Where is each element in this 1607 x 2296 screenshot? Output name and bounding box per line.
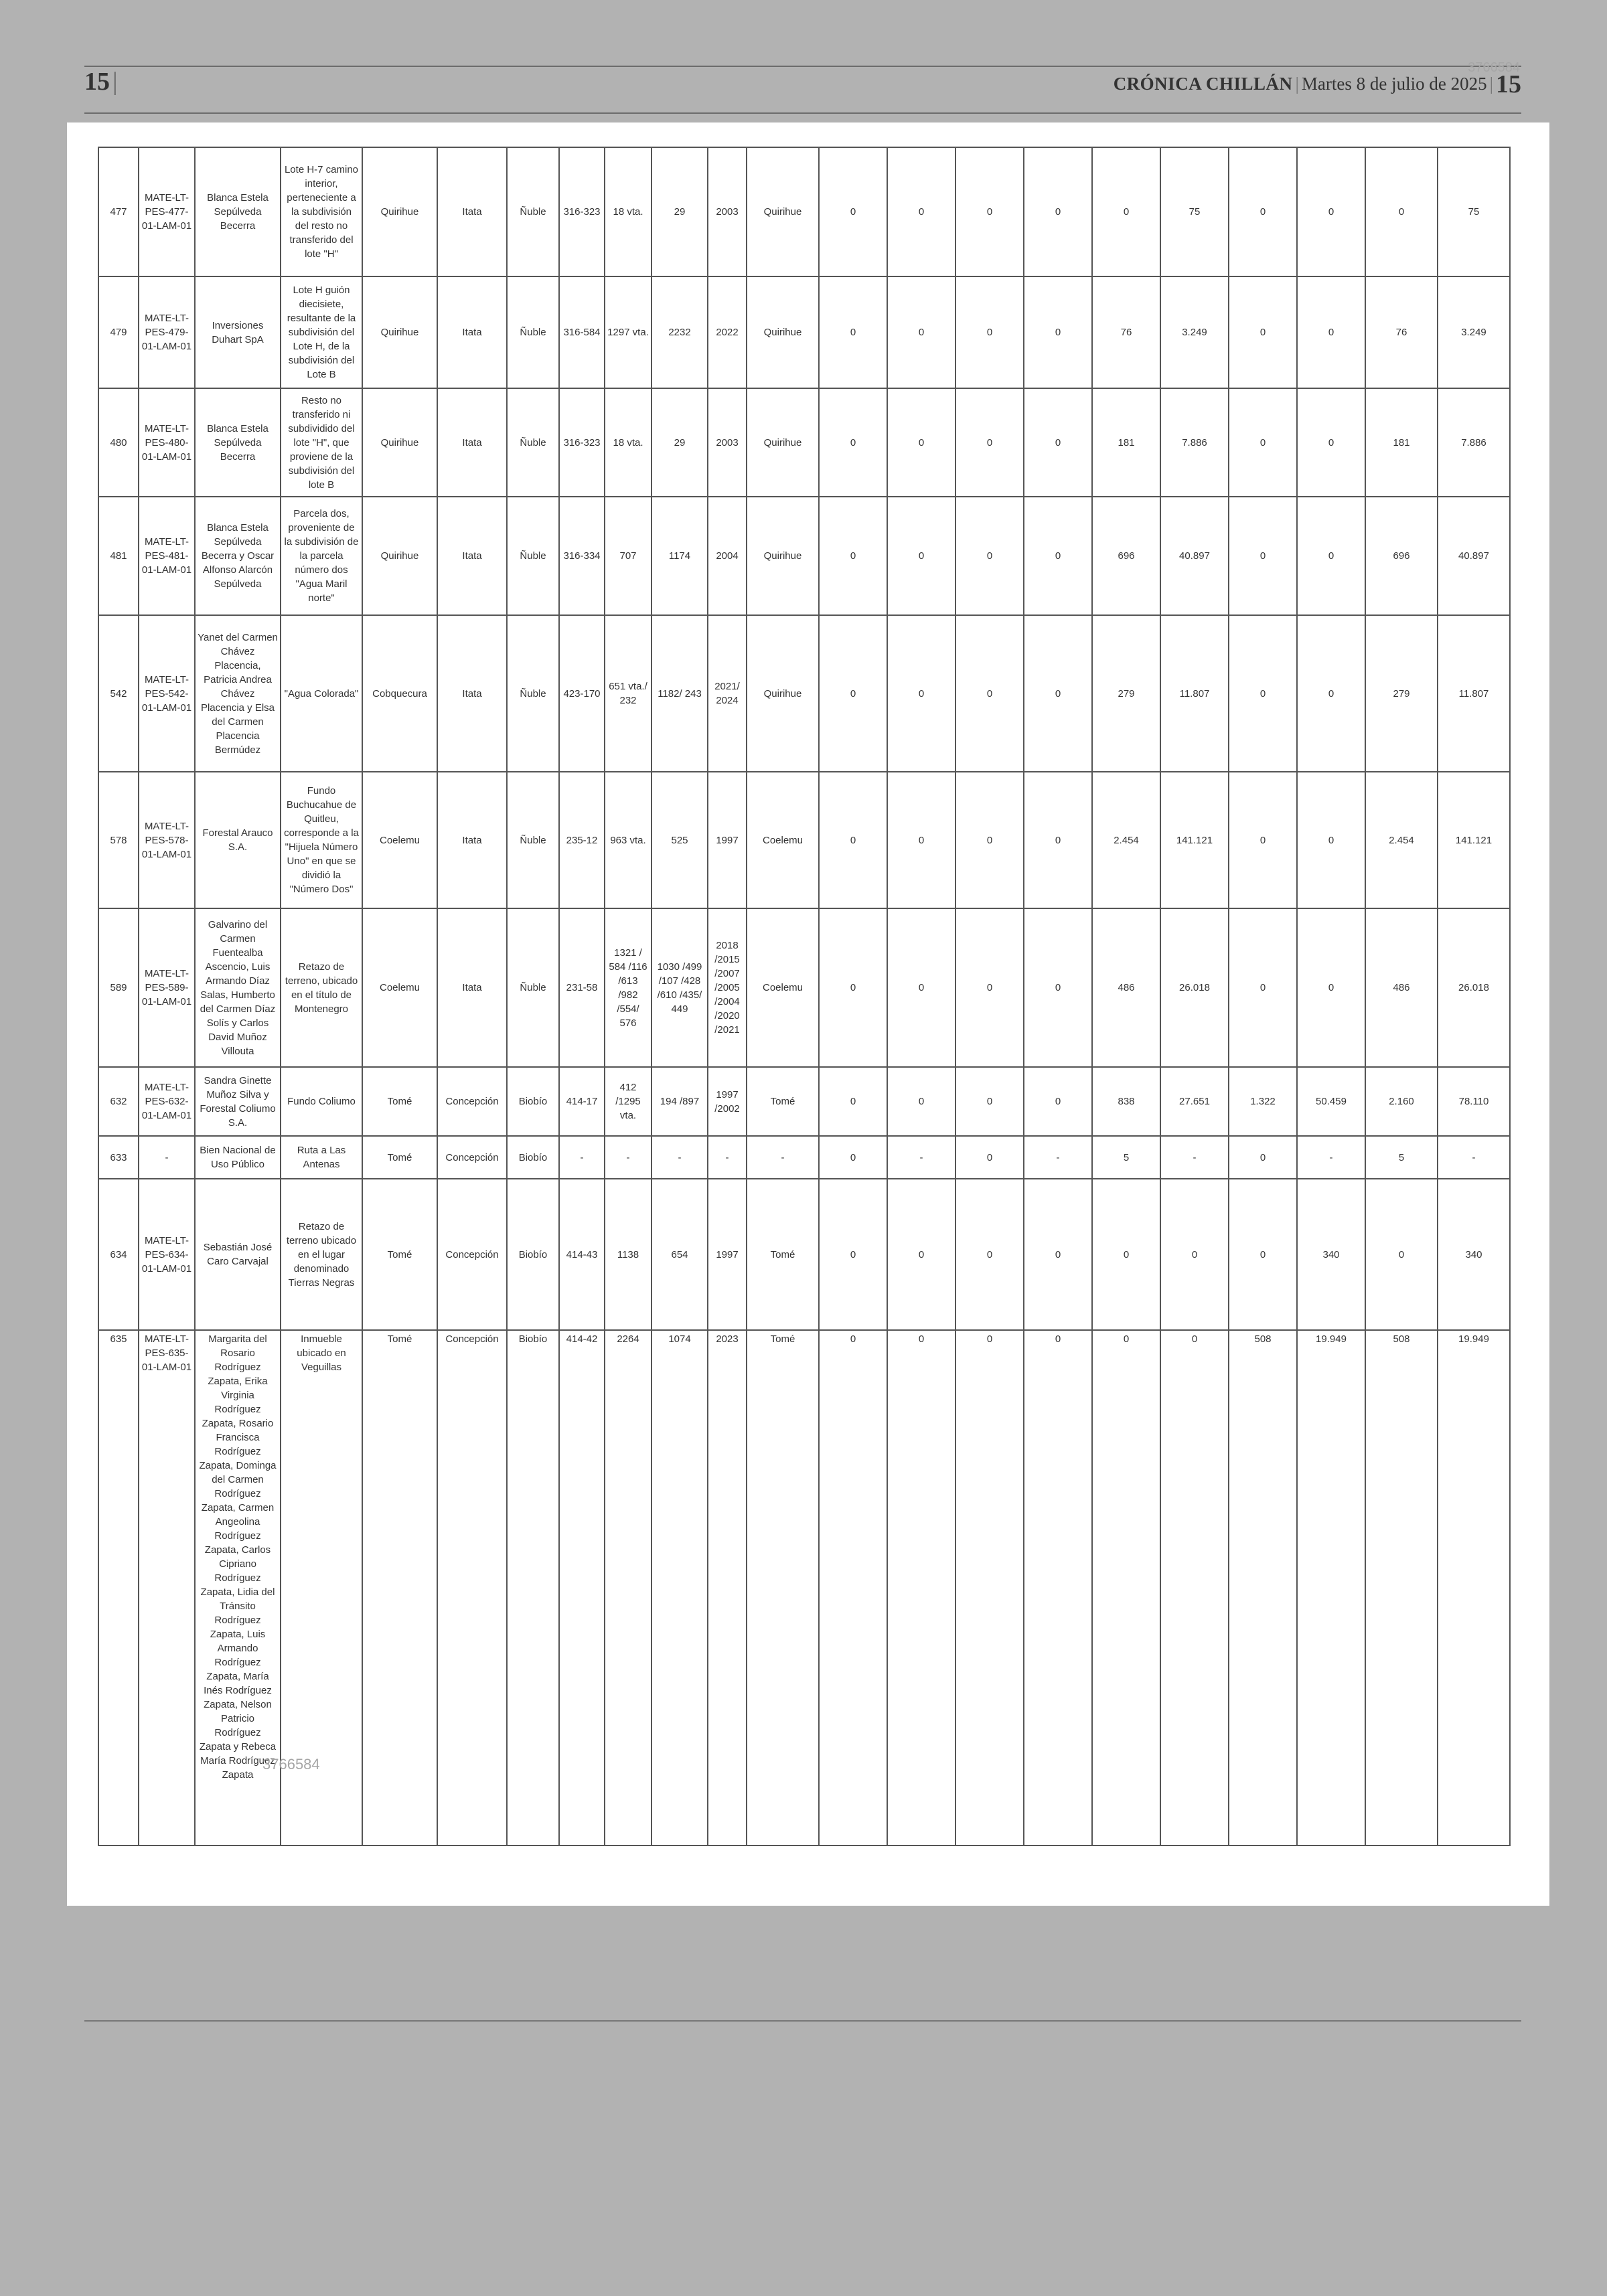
cell-region: Ñuble	[507, 276, 559, 388]
issue-date: Martes 8 de julio de 2025	[1301, 74, 1487, 94]
cell-commune: Quirihue	[362, 388, 437, 497]
cell-region: Ñuble	[507, 908, 559, 1067]
table-row	[98, 1136, 1510, 1179]
cell-c3: 0	[955, 1067, 1024, 1136]
cell-c7: 508	[1229, 1330, 1297, 1846]
cell-c2: 0	[887, 147, 955, 276]
cell-c8: 0	[1297, 147, 1365, 276]
cell-code: MATE-LT-PES-634-01-LAM-01	[139, 1179, 195, 1330]
cell-c1: 0	[819, 276, 887, 388]
cell-owner: Blanca Estela Sepúlveda Becerra y Oscar Alfonso Alarcón Sepúlveda	[195, 497, 281, 615]
cell-c5: 279	[1092, 615, 1160, 772]
table-row	[98, 1179, 1510, 1330]
cell-year: 2003	[708, 147, 747, 276]
cell-cbr: Quirihue	[747, 497, 819, 615]
cell-c2: 0	[887, 908, 955, 1067]
cell-province: Concepción	[437, 1136, 507, 1179]
cell-rol: 414-17	[559, 1067, 605, 1136]
cell-c10: 11.807	[1438, 615, 1510, 772]
cell-desc: "Agua Colorada"	[281, 615, 362, 772]
cell-code: -	[139, 1136, 195, 1179]
cell-num: 633	[98, 1136, 139, 1179]
cell-c1: 0	[819, 908, 887, 1067]
cell-c2: 0	[887, 772, 955, 908]
cell-num: 589	[98, 908, 139, 1067]
cell-num-insc: -	[652, 1136, 708, 1179]
cell-c4: 0	[1024, 497, 1092, 615]
cell-year: 1997 /2002	[708, 1067, 747, 1136]
cell-num-insc: 194 /897	[652, 1067, 708, 1136]
cell-cbr: Quirihue	[747, 147, 819, 276]
cell-c7: 1.322	[1229, 1067, 1297, 1136]
cell-c2: 0	[887, 388, 955, 497]
cell-desc: Retazo de terreno, ubicado en el título de Montenegro	[281, 908, 362, 1067]
cell-num-insc: 654	[652, 1179, 708, 1330]
cell-c9: 2.160	[1365, 1067, 1438, 1136]
cell-rol: -	[559, 1136, 605, 1179]
table-row	[98, 147, 1510, 276]
table-row	[98, 1067, 1510, 1136]
cell-c6: 40.897	[1160, 497, 1229, 615]
cell-c6: 75	[1160, 147, 1229, 276]
cell-num-insc: 525	[652, 772, 708, 908]
cell-c1: 0	[819, 147, 887, 276]
cell-num-insc: 1074	[652, 1330, 708, 1846]
cell-province: Concepción	[437, 1179, 507, 1330]
cell-c5: 838	[1092, 1067, 1160, 1136]
cell-region: Ñuble	[507, 388, 559, 497]
cell-c9: 508	[1365, 1330, 1438, 1846]
cell-c8: 50.459	[1297, 1067, 1365, 1136]
cell-region: Ñuble	[507, 772, 559, 908]
cell-c7: 0	[1229, 388, 1297, 497]
cell-c4: -	[1024, 1136, 1092, 1179]
stamp-id-top: 3766584	[1468, 60, 1520, 75]
cell-commune: Quirihue	[362, 147, 437, 276]
cell-c10: 19.949	[1438, 1330, 1510, 1846]
cell-c1: 0	[819, 497, 887, 615]
cell-c8: 340	[1297, 1179, 1365, 1330]
cell-c3: 0	[955, 908, 1024, 1067]
cell-c8: 0	[1297, 497, 1365, 615]
cell-c1: 0	[819, 1067, 887, 1136]
cell-owner: Yanet del Carmen Chávez Placencia, Patricia Andrea Chávez Placencia y Elsa del Carmen Placencia Bermúdez	[195, 615, 281, 772]
cell-c9: 76	[1365, 276, 1438, 388]
cell-desc: Lote H-7 camino interior, perteneciente a la subdivisión del resto no transferido del lote "H"	[281, 147, 362, 276]
table-sheet	[67, 122, 1549, 1906]
cell-c9: 5	[1365, 1136, 1438, 1179]
cell-cbr: Tomé	[747, 1067, 819, 1136]
cell-c7: 0	[1229, 1136, 1297, 1179]
cell-fojas: 963 vta.	[605, 772, 652, 908]
cell-region: Ñuble	[507, 147, 559, 276]
cell-c1: 0	[819, 1330, 887, 1846]
table-row	[98, 276, 1510, 388]
cell-c5: 76	[1092, 276, 1160, 388]
cell-commune: Tomé	[362, 1179, 437, 1330]
cell-year: 2018 /2015 /2007 /2005 /2004 /2020 /2021	[708, 908, 747, 1067]
cell-fojas: 1138	[605, 1179, 652, 1330]
cell-commune: Quirihue	[362, 497, 437, 615]
cell-c2: 0	[887, 1330, 955, 1846]
cell-fojas: -	[605, 1136, 652, 1179]
cell-c6: 11.807	[1160, 615, 1229, 772]
cell-year: 2003	[708, 388, 747, 497]
cell-c7: 0	[1229, 497, 1297, 615]
cell-fojas: 18 vta.	[605, 388, 652, 497]
cell-year: -	[708, 1136, 747, 1179]
cell-fojas: 707	[605, 497, 652, 615]
cell-c5: 0	[1092, 1179, 1160, 1330]
cell-c2: 0	[887, 615, 955, 772]
header-bottom-rule	[84, 112, 1521, 114]
cell-c5: 0	[1092, 147, 1160, 276]
cell-c10: 26.018	[1438, 908, 1510, 1067]
cell-desc: Resto no transferido ni subdividido del lote "H", que proviene de la subdivisión del lote B	[281, 388, 362, 497]
cell-province: Itata	[437, 388, 507, 497]
table-row	[98, 388, 1510, 497]
cell-c1: 0	[819, 772, 887, 908]
table-row	[98, 908, 1510, 1067]
cell-desc: Fundo Buchucahue de Quitleu, corresponde a la "Hijuela Número Uno" en que se dividió la "Número Dos"	[281, 772, 362, 908]
stamp-id-inline: 3766584	[262, 1756, 320, 1773]
cell-commune: Tomé	[362, 1330, 437, 1846]
table-body	[98, 147, 1510, 1846]
cell-c8: 19.949	[1297, 1330, 1365, 1846]
cell-owner: Blanca Estela Sepúlveda Becerra	[195, 388, 281, 497]
cell-fojas: 1297 vta.	[605, 276, 652, 388]
cell-c9: 0	[1365, 147, 1438, 276]
cell-c8: 0	[1297, 908, 1365, 1067]
cell-c5: 181	[1092, 388, 1160, 497]
cell-c2: 0	[887, 1179, 955, 1330]
cell-num-insc: 1030 /499 /107 /428 /610 /435/ 449	[652, 908, 708, 1067]
cell-c6: 141.121	[1160, 772, 1229, 908]
cell-fojas: 412 /1295 vta.	[605, 1067, 652, 1136]
cell-rol: 235-12	[559, 772, 605, 908]
cell-c3: 0	[955, 388, 1024, 497]
cell-c7: 0	[1229, 908, 1297, 1067]
cell-c9: 279	[1365, 615, 1438, 772]
cell-desc: Retazo de terreno ubicado en el lugar denominado Tierras Negras	[281, 1179, 362, 1330]
cell-c5: 2.454	[1092, 772, 1160, 908]
cell-c10: 340	[1438, 1179, 1510, 1330]
cell-commune: Coelemu	[362, 908, 437, 1067]
cell-c4: 0	[1024, 1179, 1092, 1330]
cell-c4: 0	[1024, 772, 1092, 908]
cell-c7: 0	[1229, 772, 1297, 908]
cell-desc: Ruta a Las Antenas	[281, 1136, 362, 1179]
cell-code: MATE-LT-PES-589-01-LAM-01	[139, 908, 195, 1067]
cell-num: 477	[98, 147, 139, 276]
cell-c6: 0	[1160, 1179, 1229, 1330]
cell-num: 578	[98, 772, 139, 908]
cell-year: 2023	[708, 1330, 747, 1846]
cell-c6: 3.249	[1160, 276, 1229, 388]
cell-c3: 0	[955, 1179, 1024, 1330]
cell-c8: 0	[1297, 388, 1365, 497]
cell-num-insc: 29	[652, 147, 708, 276]
cell-c3: 0	[955, 1330, 1024, 1846]
cell-c10: 75	[1438, 147, 1510, 276]
cell-num-insc: 29	[652, 388, 708, 497]
cell-cbr: -	[747, 1136, 819, 1179]
cell-province: Itata	[437, 772, 507, 908]
cell-num: 632	[98, 1067, 139, 1136]
cell-c6: 27.651	[1160, 1067, 1229, 1136]
cell-code: MATE-LT-PES-479-01-LAM-01	[139, 276, 195, 388]
cell-c9: 2.454	[1365, 772, 1438, 908]
cell-rol: 423-170	[559, 615, 605, 772]
cell-rol: 414-42	[559, 1330, 605, 1846]
cell-num: 542	[98, 615, 139, 772]
cell-rol: 316-584	[559, 276, 605, 388]
cell-commune: Quirihue	[362, 276, 437, 388]
cell-owner: Blanca Estela Sepúlveda Becerra	[195, 147, 281, 276]
cell-c3: 0	[955, 772, 1024, 908]
cell-c4: 0	[1024, 615, 1092, 772]
cell-year: 2004	[708, 497, 747, 615]
cell-num: 481	[98, 497, 139, 615]
cell-year: 1997	[708, 1179, 747, 1330]
cell-c6: 26.018	[1160, 908, 1229, 1067]
cell-c9: 486	[1365, 908, 1438, 1067]
cell-c7: 0	[1229, 147, 1297, 276]
cell-c3: 0	[955, 497, 1024, 615]
masthead-right: CRÓNICA CHILLÁN | Martes 8 de julio de 2025 | 15	[1113, 70, 1521, 98]
cell-region: Biobío	[507, 1136, 559, 1179]
cell-c5: 0	[1092, 1330, 1160, 1846]
table-row	[98, 772, 1510, 908]
cell-region: Ñuble	[507, 615, 559, 772]
cell-code: MATE-LT-PES-635-01-LAM-01	[139, 1330, 195, 1846]
cell-province: Itata	[437, 497, 507, 615]
cell-c1: 0	[819, 388, 887, 497]
cell-year: 2021/ 2024	[708, 615, 747, 772]
cell-c8: 0	[1297, 276, 1365, 388]
cell-num: 480	[98, 388, 139, 497]
cell-c4: 0	[1024, 1330, 1092, 1846]
cell-c4: 0	[1024, 276, 1092, 388]
cell-fojas: 18 vta.	[605, 147, 652, 276]
cell-desc: Fundo Coliumo	[281, 1067, 362, 1136]
cell-cbr: Quirihue	[747, 615, 819, 772]
cell-c6: 7.886	[1160, 388, 1229, 497]
cell-cbr: Quirihue	[747, 276, 819, 388]
cell-c2: 0	[887, 276, 955, 388]
cell-c4: 0	[1024, 147, 1092, 276]
cell-cbr: Tomé	[747, 1330, 819, 1846]
cell-owner: Inversiones Duhart SpA	[195, 276, 281, 388]
cell-province: Itata	[437, 147, 507, 276]
cell-owner: Forestal Arauco S.A.	[195, 772, 281, 908]
cell-province: Itata	[437, 276, 507, 388]
cell-desc: Inmueble ubicado en Veguillas	[281, 1330, 362, 1846]
cell-c1: 0	[819, 1179, 887, 1330]
cell-rol: 414-43	[559, 1179, 605, 1330]
cell-fojas: 1321 / 584 /116 /613 /982 /554/ 576	[605, 908, 652, 1067]
cell-rol: 316-323	[559, 388, 605, 497]
cell-province: Concepción	[437, 1330, 507, 1846]
cell-rol: 316-323	[559, 147, 605, 276]
cell-c5: 486	[1092, 908, 1160, 1067]
cell-province: Itata	[437, 908, 507, 1067]
cell-year: 2022	[708, 276, 747, 388]
cell-commune: Coelemu	[362, 772, 437, 908]
cell-owner: Sebastián José Caro Carvajal	[195, 1179, 281, 1330]
cell-desc: Parcela dos, proveniente de la subdivisión de la parcela número dos "Agua Maril norte"	[281, 497, 362, 615]
cell-code: MATE-LT-PES-477-01-LAM-01	[139, 147, 195, 276]
cell-rol: 231-58	[559, 908, 605, 1067]
cell-c1: 0	[819, 1136, 887, 1179]
footer-rule	[84, 2020, 1521, 2022]
cell-commune: Tomé	[362, 1136, 437, 1179]
cell-num: 634	[98, 1179, 139, 1330]
cell-c10: 3.249	[1438, 276, 1510, 388]
cell-c10: 78.110	[1438, 1067, 1510, 1136]
cell-desc: Lote H guión diecisiete, resultante de la subdivisión del Lote H, de la subdivisión del Lote B	[281, 276, 362, 388]
cell-c3: 0	[955, 1136, 1024, 1179]
cell-cbr: Quirihue	[747, 388, 819, 497]
cell-code: MATE-LT-PES-480-01-LAM-01	[139, 388, 195, 497]
cell-c10: -	[1438, 1136, 1510, 1179]
cell-cbr: Coelemu	[747, 908, 819, 1067]
cell-c10: 141.121	[1438, 772, 1510, 908]
cell-c8: 0	[1297, 772, 1365, 908]
cell-code: MATE-LT-PES-578-01-LAM-01	[139, 772, 195, 908]
cell-region: Biobío	[507, 1067, 559, 1136]
cell-region: Biobío	[507, 1179, 559, 1330]
cell-c1: 0	[819, 615, 887, 772]
cell-c9: 0	[1365, 1179, 1438, 1330]
cell-c4: 0	[1024, 908, 1092, 1067]
cell-c5: 696	[1092, 497, 1160, 615]
page-number-left: 15 |	[84, 68, 118, 96]
cell-province: Itata	[437, 615, 507, 772]
cell-owner: Margarita del Rosario Rodríguez Zapata, Erika Virginia Rodríguez Zapata, Rosario Francisca Rodríguez Zapata, Dominga del Carmen Rodríguez Zapata, Carmen Angeolina Rodríguez Zapata, Carlos Cipriano Rodríguez Zapata, Lidia del Tránsito Rodríguez Zapata, Luis Armando Rodríguez Zapata, María Inés Rodríguez Zapata, Nelson Patricio Rodríguez Zapata y Rebeca María Rodríguez Zapata	[195, 1330, 281, 1846]
cell-fojas: 2264	[605, 1330, 652, 1846]
cell-num-insc: 1174	[652, 497, 708, 615]
cell-province: Concepción	[437, 1067, 507, 1136]
cell-code: MATE-LT-PES-542-01-LAM-01	[139, 615, 195, 772]
cell-cbr: Coelemu	[747, 772, 819, 908]
cell-fojas: 651 vta./ 232	[605, 615, 652, 772]
cell-c4: 0	[1024, 388, 1092, 497]
cell-year: 1997	[708, 772, 747, 908]
cell-c4: 0	[1024, 1067, 1092, 1136]
cell-num-insc: 1182/ 243	[652, 615, 708, 772]
page-number-right: 15	[1496, 70, 1521, 98]
cell-c7: 0	[1229, 276, 1297, 388]
table-row	[98, 615, 1510, 772]
cell-c2: 0	[887, 1067, 955, 1136]
cell-rol: 316-334	[559, 497, 605, 615]
cell-num-insc: 2232	[652, 276, 708, 388]
cell-num: 479	[98, 276, 139, 388]
cell-c8: -	[1297, 1136, 1365, 1179]
cell-code: MATE-LT-PES-632-01-LAM-01	[139, 1067, 195, 1136]
cell-c3: 0	[955, 615, 1024, 772]
cell-c9: 181	[1365, 388, 1438, 497]
cell-num: 635	[98, 1330, 139, 1846]
table-row	[98, 497, 1510, 615]
cell-code: MATE-LT-PES-481-01-LAM-01	[139, 497, 195, 615]
cell-c8: 0	[1297, 615, 1365, 772]
header-top-rule	[84, 66, 1521, 67]
newspaper-name: CRÓNICA CHILLÁN	[1113, 74, 1293, 94]
cell-c6: 0	[1160, 1330, 1229, 1846]
cell-cbr: Tomé	[747, 1179, 819, 1330]
cell-c3: 0	[955, 147, 1024, 276]
cell-c6: -	[1160, 1136, 1229, 1179]
cell-owner: Bien Nacional de Uso Público	[195, 1136, 281, 1179]
cell-region: Ñuble	[507, 497, 559, 615]
cell-owner: Galvarino del Carmen Fuentealba Ascencio, Luis Armando Díaz Salas, Humberto del Carmen Díaz Solís y Carlos David Muñoz Villouta	[195, 908, 281, 1067]
property-table	[98, 147, 1511, 1846]
cell-c9: 696	[1365, 497, 1438, 615]
cell-commune: Tomé	[362, 1067, 437, 1136]
cell-region: Biobío	[507, 1330, 559, 1846]
cell-c7: 0	[1229, 1179, 1297, 1330]
cell-c3: 0	[955, 276, 1024, 388]
cell-c10: 7.886	[1438, 388, 1510, 497]
cell-owner: Sandra Ginette Muñoz Silva y Forestal Coliumo S.A.	[195, 1067, 281, 1136]
cell-c2: 0	[887, 497, 955, 615]
cell-commune: Cobquecura	[362, 615, 437, 772]
cell-c10: 40.897	[1438, 497, 1510, 615]
cell-c7: 0	[1229, 615, 1297, 772]
cell-c5: 5	[1092, 1136, 1160, 1179]
cell-c2: -	[887, 1136, 955, 1179]
